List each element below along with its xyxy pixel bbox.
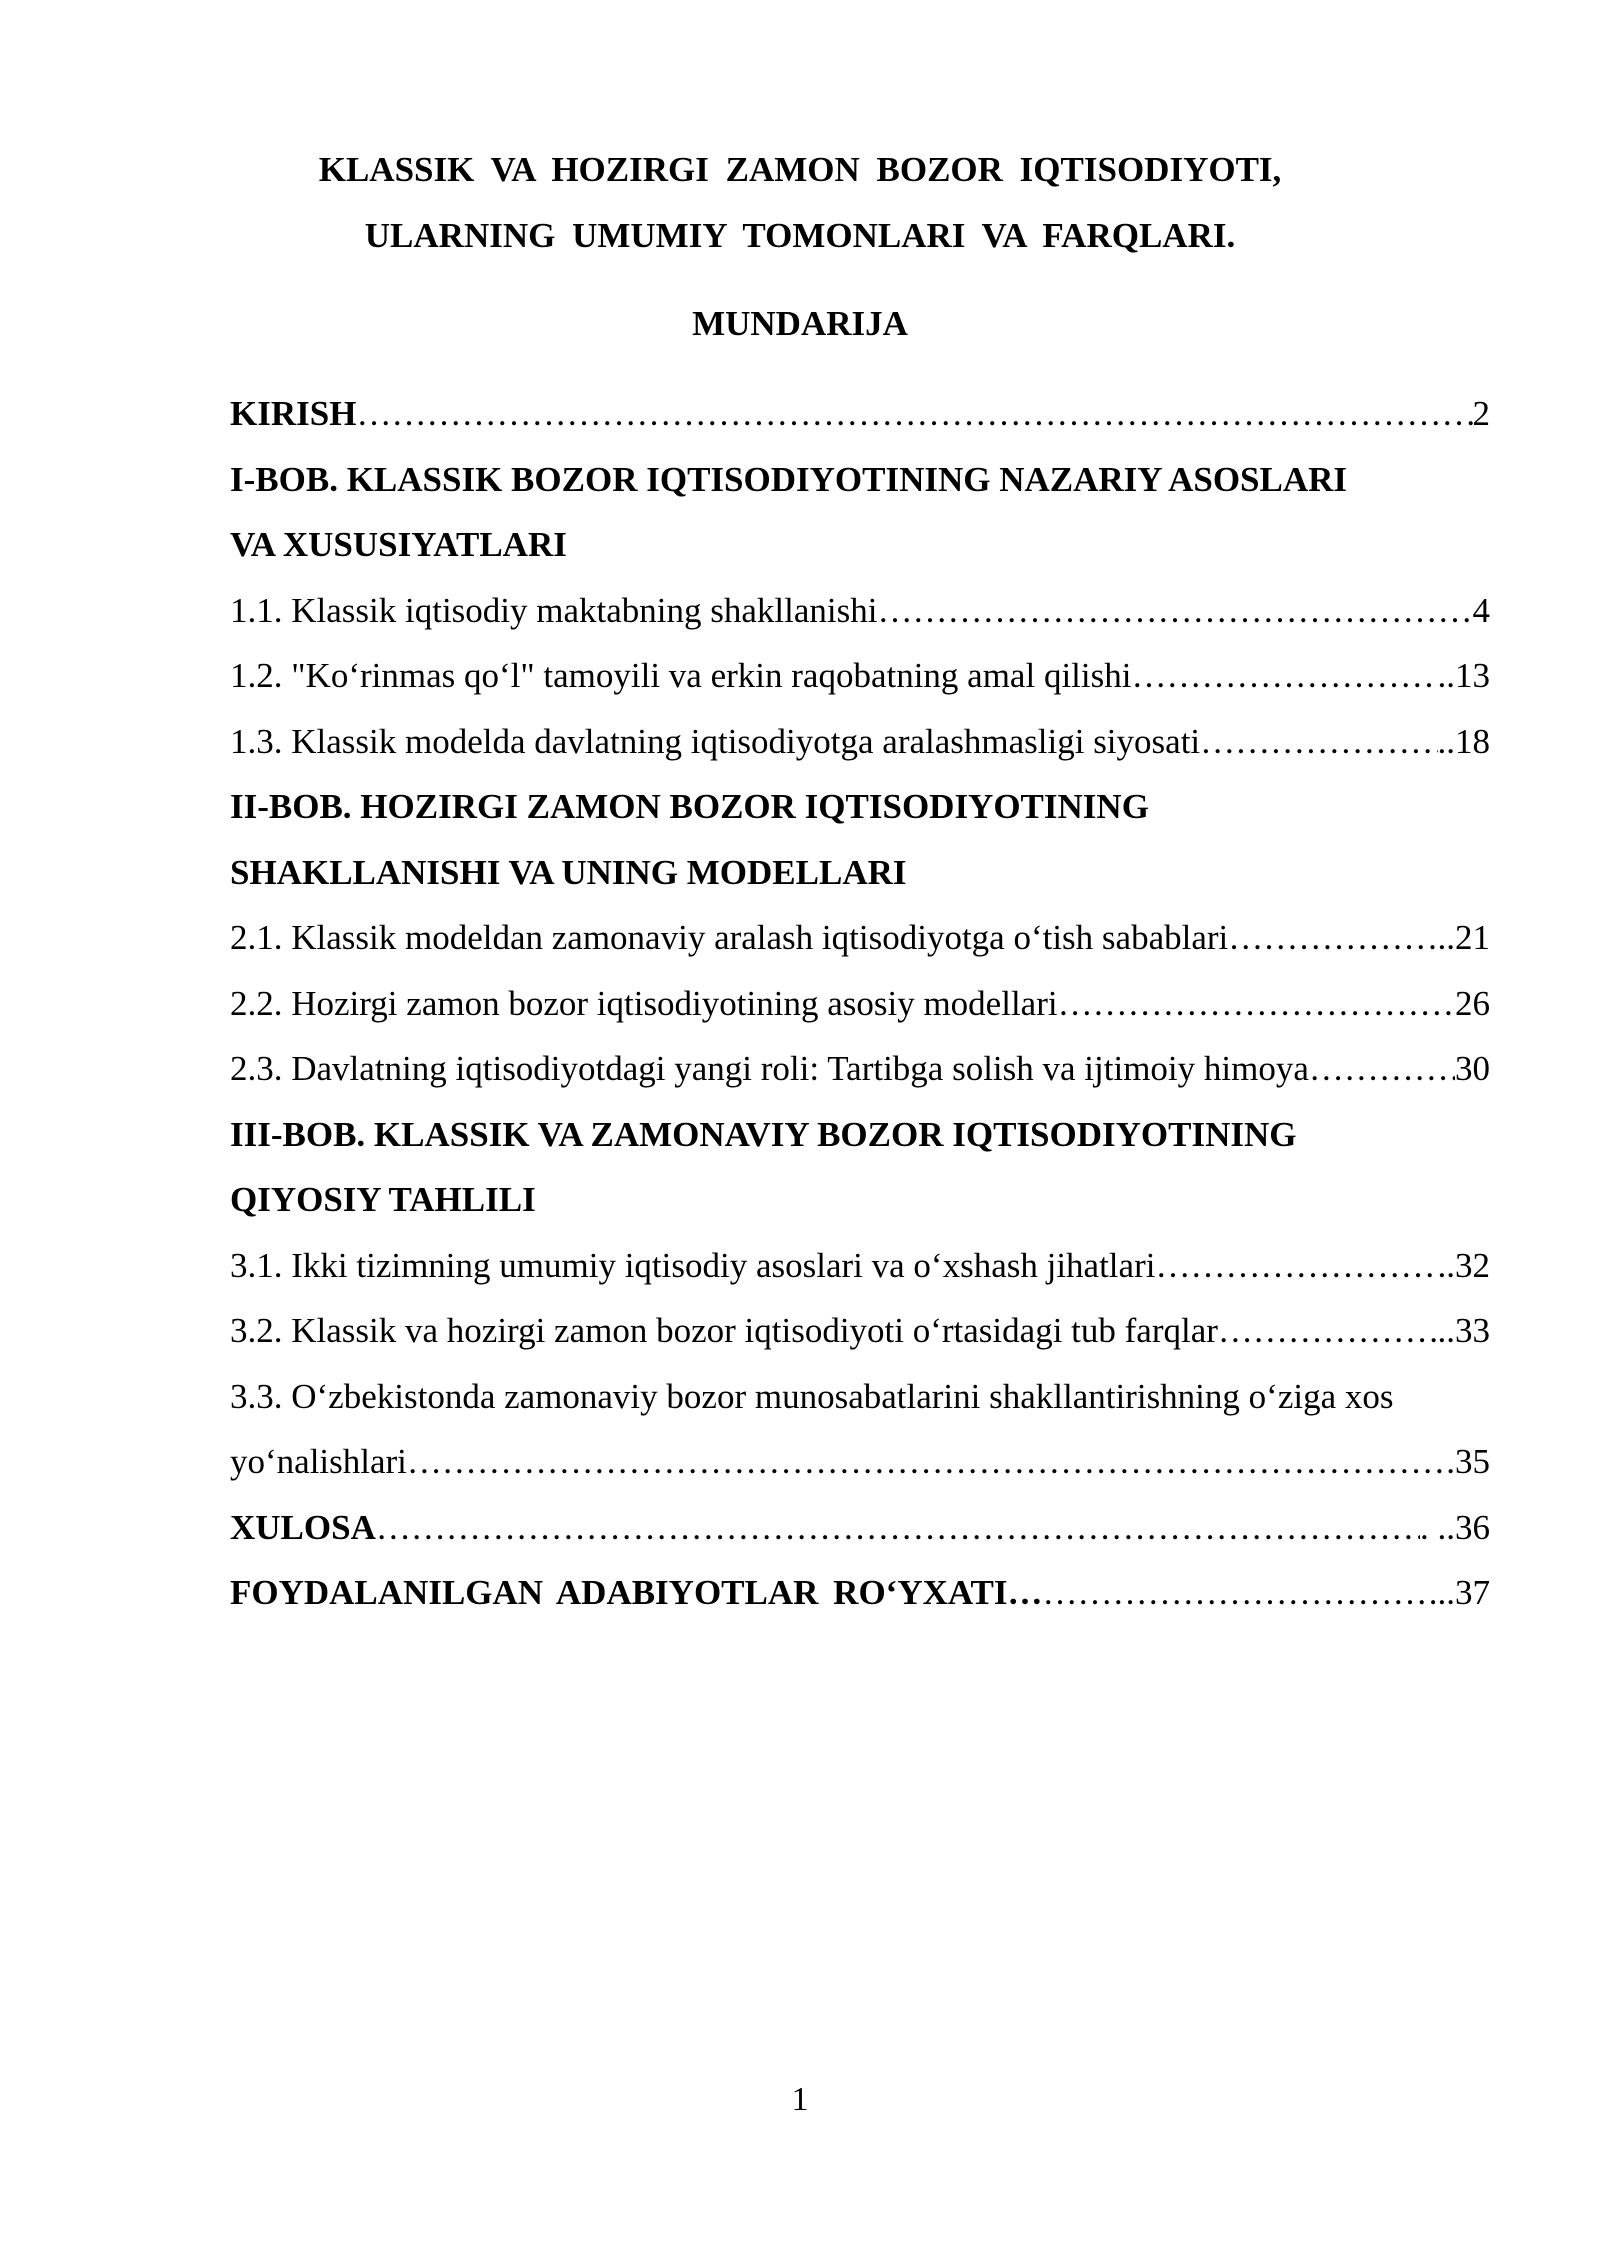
toc-entry-page: ..33 (1437, 1311, 1490, 1350)
toc-chapter-2-line-1: II-BOB. HOZIRGI ZAMON BOZOR IQTISODIYOTINING (230, 787, 1149, 826)
toc-entry-label: KIRISH (230, 394, 357, 433)
toc-entry-page: ...37 (1428, 1573, 1490, 1612)
toc-entry-page: 4 (1472, 590, 1490, 630)
toc-entry-1-2 (230, 650, 1490, 716)
toc-leader-dots (1228, 912, 1437, 964)
toc-entry-label: 1.3. Klassik modelda davlatning iqtisodiyotga aralashmasligi siyosati (230, 721, 1201, 761)
toc-entry-2-2 (230, 978, 1490, 1044)
toc-entry-2-1 (230, 912, 1490, 978)
toc-entry-label: 2.3. Davlatning iqtisodiyotdagi yangi roli: Tartibga solish va ijtimoiy himoya (230, 1049, 1309, 1088)
toc-leader-dots (1043, 1567, 1429, 1619)
toc-entry-label: yo‘nalishlari (230, 1442, 407, 1481)
toc-entry-label: 2.1. Klassik modeldan zamonaviy aralash iqtisodiyotga o‘tish sabablari (230, 918, 1229, 957)
toc-leader-dots (1200, 716, 1437, 768)
toc-leader-dots (1309, 1043, 1455, 1095)
table-of-contents (230, 388, 1490, 1633)
toc-entry-page: 2 (1472, 394, 1490, 433)
toc-leader-dots (1131, 650, 1437, 702)
toc-entry-xulosa (230, 1502, 1490, 1568)
toc-entry-label: 1.2. "Ko‘rinmas qo‘l" tamoyili va erkin raqobatning amal qilishi (230, 656, 1132, 695)
toc-leader-dots (407, 1436, 1446, 1488)
toc-chapter-3-line-1: III-BOB. KLASSIK VA ZAMONAVIY BOZOR IQTISODIYOTINING (230, 1114, 1297, 1154)
toc-entry-label: XULOSA (230, 1507, 376, 1547)
toc-chapter-3-line-2: QIYOSIY TAHLILI (230, 1180, 536, 1219)
toc-entry-page: ..13 (1437, 656, 1490, 695)
toc-leader-dots (1218, 1305, 1438, 1357)
document-title-line-2: ULARNING UMUMIY TOMONLARI VA FARQLARI. (364, 216, 1236, 255)
toc-entry-3-3-line-1: 3.3. O‘zbekistonda zamonaviy bozor munosabatlarini shakllantirishning o‘ziga xos (230, 1376, 1394, 1416)
toc-entry-label: 1.1. Klassik iqtisodiy maktabning shakllanishi (230, 590, 878, 630)
toc-entry-3-3 (230, 1436, 1490, 1502)
toc-entry-page: 30 (1455, 1049, 1490, 1088)
toc-heading: MUNDARIJA (692, 304, 908, 343)
document-title-line-1: KLASSIK VA HOZIRGI ZAMON BOZOR IQTISODIYOTI, (318, 150, 1282, 189)
toc-leader-dots (1058, 978, 1455, 1030)
toc-chapter-2-line-2: SHAKLLANISHI VA UNING MODELLARI (230, 852, 907, 892)
toc-entry-page: .35 (1446, 1442, 1490, 1481)
toc-leader-dots (376, 1502, 1420, 1554)
toc-entry-1-1 (230, 585, 1490, 651)
toc-entry-2-3 (230, 1043, 1490, 1109)
toc-entry-label: 3.1. Ikki tizimning umumiy iqtisodiy asoslari va o‘xshash jihatlari (230, 1245, 1156, 1285)
toc-leader-dots (356, 388, 1472, 440)
toc-entry-kirish (230, 388, 1490, 454)
toc-leader-dots (1155, 1240, 1437, 1292)
toc-entry-page: ..32 (1437, 1245, 1490, 1285)
toc-entry-page: ..18 (1437, 721, 1490, 761)
toc-entry-1-3 (230, 716, 1490, 782)
toc-chapter-1-line-1: I-BOB. KLASSIK BOZOR IQTISODIYOTINING NAZARIY ASOSLARI (230, 459, 1348, 499)
toc-entry-label: 3.2. Klassik va hozirgi zamon bozor iqtisodiyoti o‘rtasidagi tub farqlar (230, 1311, 1218, 1350)
toc-leader-dots (877, 585, 1472, 637)
toc-entry-page: . ..36 (1420, 1507, 1490, 1547)
toc-entry-page: 26 (1455, 983, 1490, 1023)
toc-entry-adabiyotlar (230, 1567, 1490, 1633)
toc-entry-page: ..21 (1437, 918, 1490, 957)
toc-entry-label: FOYDALANILGAN ADABIYOTLAR RO‘YXATI… (230, 1573, 1043, 1612)
toc-chapter-1-line-2: VA XUSUSIYATLARI (230, 525, 567, 564)
toc-entry-3-1 (230, 1240, 1490, 1306)
toc-entry-3-2 (230, 1305, 1490, 1371)
page-number: 1 (791, 2081, 809, 2118)
toc-entry-label: 2.2. Hozirgi zamon bozor iqtisodiyotining asosiy modellari (230, 983, 1058, 1023)
